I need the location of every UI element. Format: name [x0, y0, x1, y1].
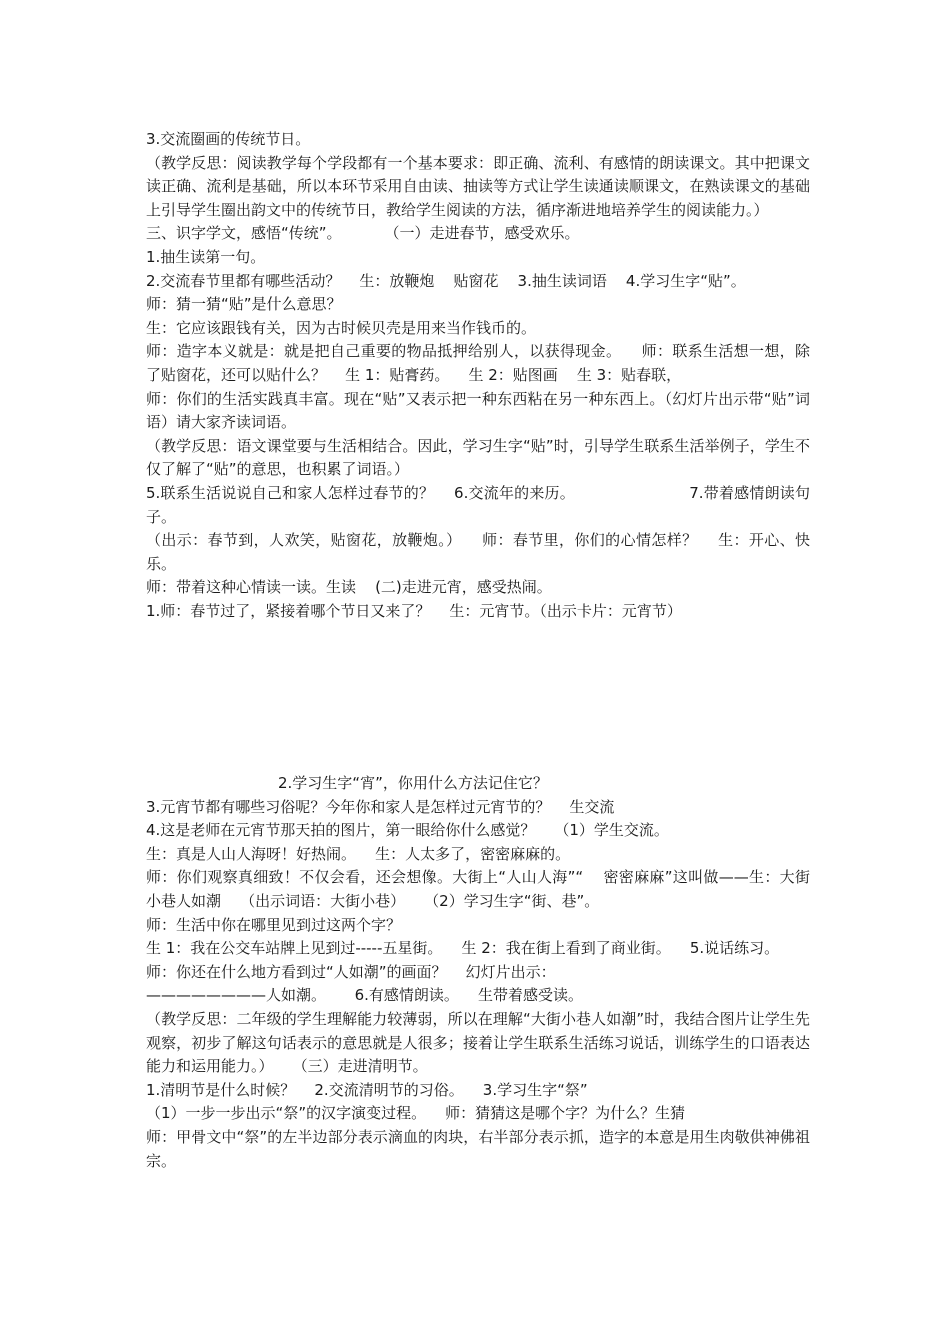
paragraph: 1.师：春节过了，紧接着哪个节日又来了？ 生：元宵节。（出示卡片：元宵节） [146, 601, 682, 620]
paragraph: 师：你还在什么地方看到过“人如潮”的画面？ 幻灯片出示： [146, 962, 556, 981]
paragraph: 生：真是人山人海呀！好热闹。 生：人太多了，密密麻麻的。 [146, 844, 571, 863]
paragraph: 生：它应该跟钱有关，因为古时候贝壳是用来当作钱币的。 [146, 318, 537, 337]
paragraph: 师：造字本义就是：就是把自己重要的物品抵押给别人，以获得现金。 师：联系生活想一想，除了贴窗花，还可以贴什么？ 生 1：贴膏药。 生 2：贴图画 生 3：贴春联， [146, 342, 810, 384]
paragraph: 2.学习生字“宵”，你用什么方法记住它？ [278, 774, 548, 792]
paragraph: 师：甲骨文中“祭”的左半边部分表示滴血的肉块，右半部分表示抓，造字的本意是用生肉敬供神佛祖宗。 [146, 1127, 810, 1170]
paragraph: 2.交流春节里都有哪些活动？ 生：放鞭炮 贴窗花 3.抽生读词语 4.学习生字“贴”。 [146, 271, 746, 290]
paragraph: （1）一步一步出示“祭”的汉字演变过程。 师：猜猜这是哪个字？为什么？生猜 [146, 1104, 686, 1123]
paragraph: 师：生活中你在哪里见到过这两个字？ [146, 915, 402, 934]
paragraph: （教学反思：阅读教学每个学段都有一个基本要求：即正确、流利、有感情的朗读课文。其中把课文读正确、流利是基础，所以本环节采用自由读、抽读等方式让学生读通读顺课文，在熟读课文的基础上引导学生圈出韵文中的传统节日，教给学生阅读的方法，循序渐进地培养学生的阅读能力。） [146, 153, 810, 219]
paragraph: 生 1：我在公交车站牌上见到过-----五星街。 生 2：我在街上看到了商业街。 5.说话练习。 [146, 939, 780, 958]
paragraph: 5.联系生活说说自己和家人怎样过春节的？ 6.交流年的来历。 7.带着感情朗读句子。 [146, 483, 810, 526]
paragraph: （教学反思：二年级的学生理解能力较薄弱，所以在理解“大街小巷人如潮”时，我结合图片让学生先观察，初步了解这句话表示的意思就是人很多；接着让学生联系生活练习说话，训练学生的口语表达能力和运用能力。） （三）走进清明节。 [146, 1009, 810, 1076]
text-block-lower [146, 772, 810, 1173]
paragraph: 师：你们的生活实践真丰富。现在“贴”又表示把一种东西粘在另一种东西上。（幻灯片出示带“贴”词语）请大家齐读词语。 [146, 389, 810, 432]
paragraph: （教学反思：语文课堂要与生活相结合。因此，学习生字“贴”时，引导学生联系生活举例子，学生不仅了解了“贴”的意思，也积累了词语。） [146, 436, 810, 479]
text-block-upper [146, 128, 810, 623]
paragraph: 师：你们观察真细致！不仅会看，还会想像。大街上“人山人海”“ 密密麻麻”这叫做——生：大街小巷人如潮 （出示词语：大街小巷） （2）学习生字“街、巷”。 [146, 868, 810, 910]
paragraph: 4.这是老师在元宵节那天拍的图片，第一眼给你什么感觉？ （1）学生交流。 [146, 821, 669, 840]
paragraph: 3.交流圈画的传统节日。 [146, 130, 311, 148]
paragraph: 1.清明节是什么时候？ 2.交流清明节的习俗。 3.学习生字“祭” [146, 1080, 588, 1099]
paragraph: 三、识字学文，感悟“传统”。 （一）走进春节，感受欢乐。 [146, 224, 580, 243]
paragraph: 3.元宵节都有哪些习俗呢？今年你和家人是怎样过元宵节的？ 生交流 [146, 797, 615, 816]
paragraph: 师：带着这种心情读一读。生读 (二)走进元宵，感受热闹。 [146, 578, 552, 597]
paragraph: ————————人如潮。 6.有感情朗读。 生带着感受读。 [146, 986, 583, 1005]
paragraph: （出示：春节到，人欢笑，贴窗花，放鞭炮。） 师：春节里，你们的心情怎样？ 生：开心、快乐。 [146, 531, 810, 573]
paragraph: 1.抽生读第一句。 [146, 247, 266, 266]
paragraph: 师：猜一猜“贴”是什么意思？ [146, 295, 342, 314]
